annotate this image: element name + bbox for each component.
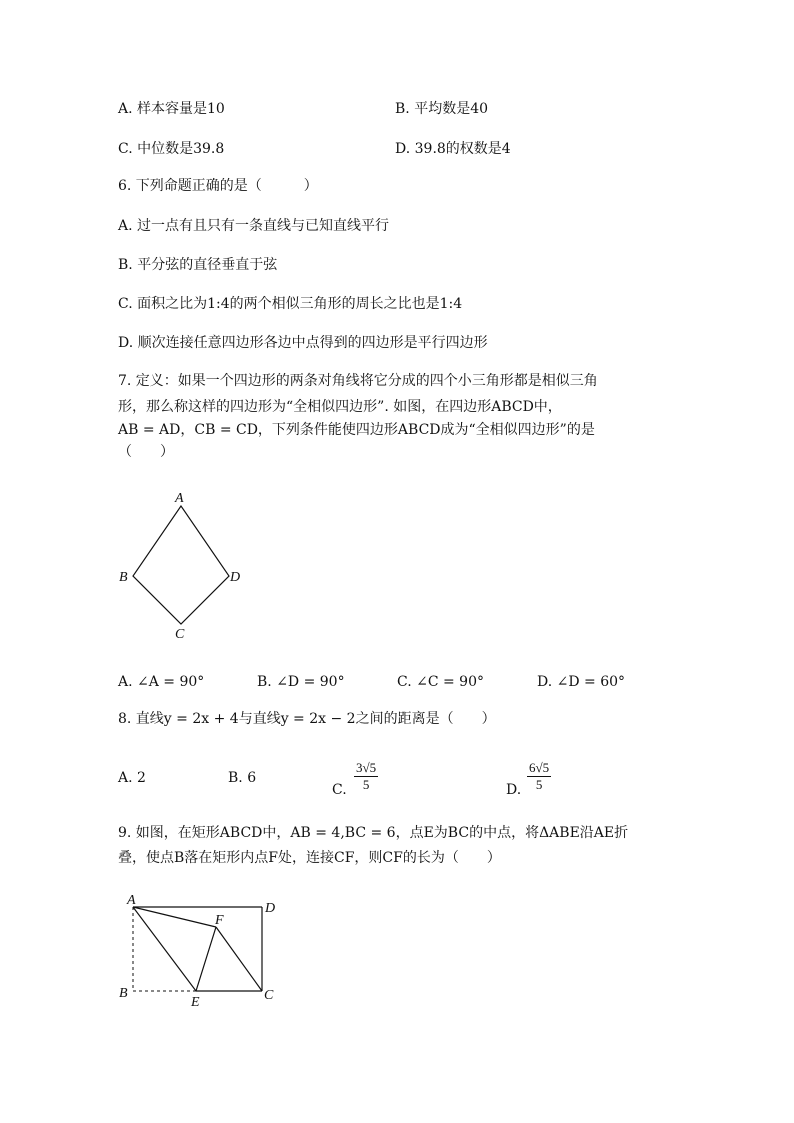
q7-label-d: D — [230, 570, 241, 585]
q6-option-a: A. 过一点有且只有一条直线与已知直线平行 — [118, 218, 390, 234]
q8-option-c-label: C. — [332, 782, 347, 798]
q9-label-d: D — [265, 901, 276, 916]
q9-label-e: E — [191, 995, 200, 1010]
q9-segment-fc — [216, 927, 262, 991]
q8-option-d-label: D. — [506, 782, 522, 798]
q9-stem-line2: 叠，使点B落在矩形内点F处，连接CF，则CF的长为（ ） — [118, 850, 501, 866]
q7-stem-line2: 形，那么称这样的四边形为“全相似四边形”. 如图，在四边形ABCD中， — [118, 399, 562, 415]
q8-option-b: B. 6 — [228, 770, 257, 786]
q6-stem: 6. 下列命题正确的是（ ） — [118, 178, 318, 194]
q5-option-c: C. 中位数是39.8 — [118, 141, 225, 157]
q7-stem-line4: （ ） — [118, 444, 174, 460]
q8-option-a: A. 2 — [118, 770, 146, 786]
q9-stem-line1: 9. 如图，在矩形ABCD中，AB = 4,BC = 6，点E为BC的中点，将ΔABE沿AE折 — [118, 825, 629, 841]
q9-rectangle-figure — [110, 885, 290, 1015]
q5-option-a: A. 样本容量是10 — [118, 101, 225, 117]
q9-label-a: A — [127, 893, 136, 908]
q5-option-b: B. 平均数是40 — [395, 101, 489, 117]
q8-option-d-numerator: 6√5 — [529, 760, 550, 775]
q7-option-a: A. ∠A = 90° — [118, 674, 205, 690]
q7-label-a: A — [175, 491, 184, 506]
q5-option-d: D. 39.8的权数是4 — [395, 141, 511, 157]
q6-option-d: D. 顺次连接任意四边形各边中点得到的四边形是平行四边形 — [118, 335, 488, 351]
q9-label-b: B — [119, 986, 128, 1001]
q7-option-c: C. ∠C = 90° — [397, 674, 485, 690]
q9-segment-ef — [196, 927, 216, 991]
q6-option-c: C. 面积之比为1:4的两个相似三角形的周长之比也是1:4 — [118, 296, 463, 312]
q8-option-d-denominator: 5 — [535, 777, 543, 792]
q9-label-f: F — [215, 913, 224, 928]
q7-option-b: B. ∠D = 90° — [257, 674, 345, 690]
q7-kite-figure — [110, 480, 260, 650]
q8-option-c-numerator: 3√5 — [356, 760, 377, 775]
q8-option-c-denominator: 5 — [362, 777, 370, 792]
q6-option-b: B. 平分弦的直径垂直于弦 — [118, 257, 278, 273]
q7-stem-line1: 7. 定义：如果一个四边形的两条对角线将它分成的四个小三角形都是相似三角 — [118, 373, 598, 389]
q7-quadrilateral-abcd — [133, 506, 229, 624]
q7-stem-line3: AB = AD，CB = CD，下列条件能使四边形ABCD成为“全相似四边形”的是 — [118, 422, 595, 438]
q7-option-d: D. ∠D = 60° — [537, 674, 626, 690]
q7-label-c: C — [175, 627, 185, 642]
q8-option-d-fraction — [527, 760, 551, 793]
q7-label-b: B — [119, 570, 128, 585]
q8-option-c-fraction — [354, 760, 378, 793]
q9-label-c: C — [264, 988, 274, 1003]
q8-stem: 8. 直线y = 2x + 4与直线y = 2x − 2之间的距离是（ ） — [118, 711, 496, 727]
